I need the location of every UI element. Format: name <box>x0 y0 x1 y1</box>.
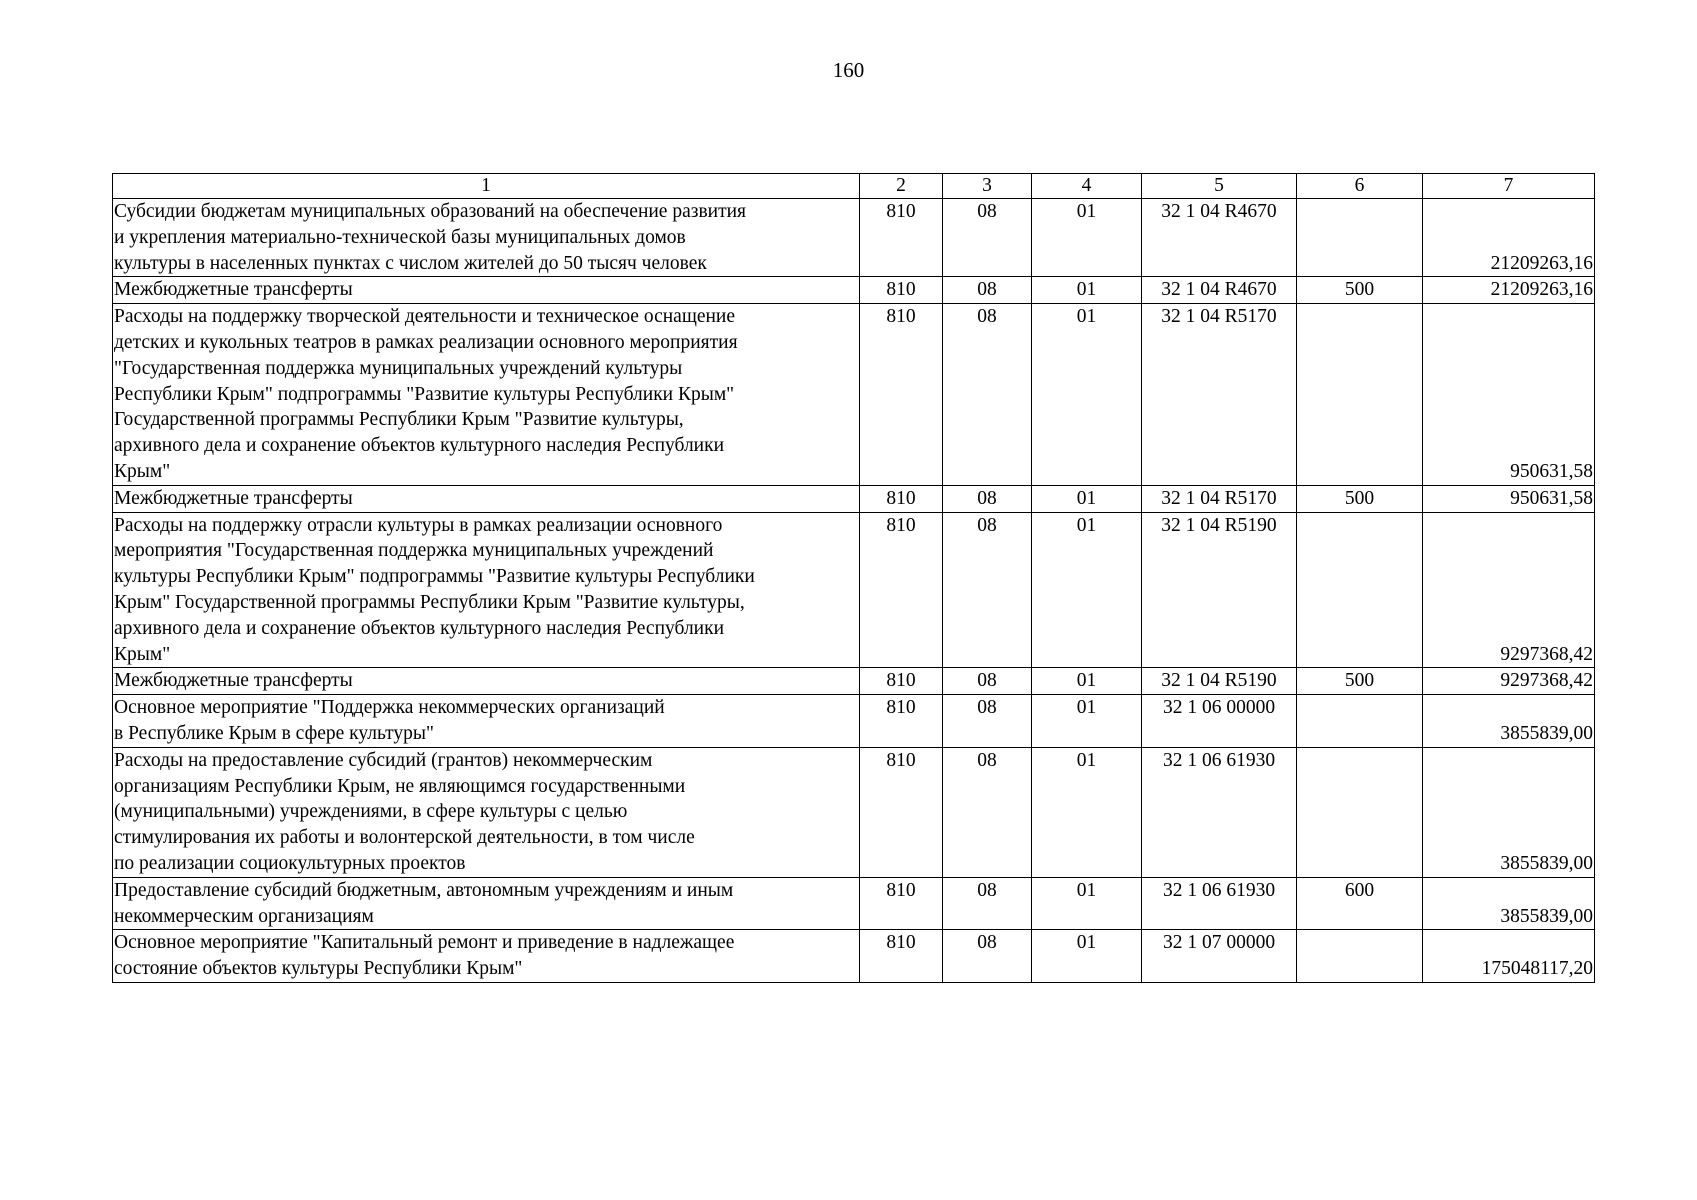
row-name-cell: Межбюджетные трансферты <box>113 277 860 304</box>
subsection-code-cell: 01 <box>1032 199 1142 277</box>
column-header: 5 <box>1142 174 1297 199</box>
subsection-code-cell: 01 <box>1032 695 1142 748</box>
column-header: 1 <box>113 174 860 199</box>
section-code-cell: 08 <box>943 668 1032 695</box>
target-article-cell: 32 1 06 61930 <box>1142 747 1297 877</box>
target-article-cell: 32 1 04 R5170 <box>1142 304 1297 486</box>
target-article-cell: 32 1 06 00000 <box>1142 695 1297 748</box>
target-article-cell: 32 1 04 R5190 <box>1142 512 1297 668</box>
expense-type-cell <box>1297 930 1423 983</box>
table-header-row <box>113 174 1595 199</box>
subsection-code-cell: 01 <box>1032 277 1142 304</box>
subsection-code-cell: 01 <box>1032 877 1142 930</box>
target-article-cell: 32 1 06 61930 <box>1142 877 1297 930</box>
section-code-cell: 08 <box>943 485 1032 512</box>
subsection-code-cell: 01 <box>1032 512 1142 668</box>
section-code-cell: 08 <box>943 877 1032 930</box>
ministry-code-cell: 810 <box>860 877 943 930</box>
amount-cell: 950631,58 <box>1423 304 1595 486</box>
amount-cell: 9297368,42 <box>1423 668 1595 695</box>
budget-table <box>112 173 1595 983</box>
section-code-cell: 08 <box>943 277 1032 304</box>
subsection-code-cell: 01 <box>1032 668 1142 695</box>
expense-type-cell <box>1297 747 1423 877</box>
section-code-cell: 08 <box>943 512 1032 668</box>
ministry-code-cell: 810 <box>860 668 943 695</box>
row-name-cell: Основное мероприятие "Поддержка некоммерческих организаций в Республике Крым в сфере культуры" <box>113 695 860 748</box>
table-row <box>113 512 1595 668</box>
amount-cell: 9297368,42 <box>1423 512 1595 668</box>
subsection-code-cell: 01 <box>1032 485 1142 512</box>
row-name-cell: Расходы на предоставление субсидий (грантов) некоммерческим организациям Республики Крым, не являющимся государственными (муниципальными) учреждениями, в сфере культуры с целью стимулирования их работы и волонтерской деятельности, в том числе по реализации социокультурных проектов <box>113 747 860 877</box>
expense-type-cell: 600 <box>1297 877 1423 930</box>
subsection-code-cell: 01 <box>1032 747 1142 877</box>
page-number: 160 <box>832 58 865 82</box>
row-name-cell: Субсидии бюджетам муниципальных образований на обеспечение развития и укрепления материально-технической базы муниципальных домов культуры в населенных пунктах с числом жителей до 50 тысяч человек <box>113 199 860 277</box>
row-name-cell: Межбюджетные трансферты <box>113 485 860 512</box>
expense-type-cell <box>1297 199 1423 277</box>
table-row <box>113 277 1595 304</box>
amount-cell: 175048117,20 <box>1423 930 1595 983</box>
column-header: 4 <box>1032 174 1142 199</box>
amount-cell: 950631,58 <box>1423 485 1595 512</box>
ministry-code-cell: 810 <box>860 747 943 877</box>
target-article-cell: 32 1 04 R5190 <box>1142 668 1297 695</box>
target-article-cell: 32 1 04 R5170 <box>1142 485 1297 512</box>
expense-type-cell: 500 <box>1297 485 1423 512</box>
ministry-code-cell: 810 <box>860 304 943 486</box>
target-article-cell: 32 1 04 R4670 <box>1142 199 1297 277</box>
subsection-code-cell: 01 <box>1032 304 1142 486</box>
table-row <box>113 877 1595 930</box>
section-code-cell: 08 <box>943 930 1032 983</box>
ministry-code-cell: 810 <box>860 199 943 277</box>
amount-cell: 3855839,00 <box>1423 747 1595 877</box>
ministry-code-cell: 810 <box>860 277 943 304</box>
expense-type-cell <box>1297 512 1423 668</box>
table-body <box>113 199 1595 983</box>
row-name-cell: Основное мероприятие "Капитальный ремонт и приведение в надлежащее состояние объектов культуры Республики Крым" <box>113 930 860 983</box>
section-code-cell: 08 <box>943 695 1032 748</box>
ministry-code-cell: 810 <box>860 485 943 512</box>
ministry-code-cell: 810 <box>860 512 943 668</box>
ministry-code-cell: 810 <box>860 695 943 748</box>
table-row <box>113 747 1595 877</box>
amount-cell: 3855839,00 <box>1423 695 1595 748</box>
section-code-cell: 08 <box>943 199 1032 277</box>
table-row <box>113 930 1595 983</box>
expense-type-cell <box>1297 304 1423 486</box>
target-article-cell: 32 1 04 R4670 <box>1142 277 1297 304</box>
amount-cell: 21209263,16 <box>1423 277 1595 304</box>
expense-type-cell: 500 <box>1297 668 1423 695</box>
row-name-cell: Предоставление субсидий бюджетным, автономным учреждениям и иным некоммерческим организациям <box>113 877 860 930</box>
ministry-code-cell: 810 <box>860 930 943 983</box>
table-row <box>113 668 1595 695</box>
expense-type-cell <box>1297 695 1423 748</box>
column-header: 6 <box>1297 174 1423 199</box>
expense-type-cell: 500 <box>1297 277 1423 304</box>
table-row <box>113 304 1595 486</box>
column-header: 2 <box>860 174 943 199</box>
column-header: 7 <box>1423 174 1595 199</box>
target-article-cell: 32 1 07 00000 <box>1142 930 1297 983</box>
row-name-cell: Расходы на поддержку отрасли культуры в рамках реализации основного мероприятия "Государственная поддержка муниципальных учреждений культуры Республики Крым" подпрограммы "Развитие культуры Республики Крым" Государственной программы Республики Крым "Развитие культуры, архивного дела и сохранение объектов культурного наследия Республики Крым" <box>113 512 860 668</box>
table-row <box>113 199 1595 277</box>
row-name-cell: Расходы на поддержку творческой деятельности и техническое оснащение детских и кукольных театров в рамках реализации основного мероприятия "Государственная поддержка муниципальных учреждений культуры Республики Крым" подпрограммы "Развитие культуры Республики Крым" Государственной программы Республики Крым "Развитие культуры, архивного дела и сохранение объектов культурного наследия Республики Крым" <box>113 304 860 486</box>
column-header: 3 <box>943 174 1032 199</box>
table-row <box>113 485 1595 512</box>
amount-cell: 21209263,16 <box>1423 199 1595 277</box>
section-code-cell: 08 <box>943 747 1032 877</box>
subsection-code-cell: 01 <box>1032 930 1142 983</box>
amount-cell: 3855839,00 <box>1423 877 1595 930</box>
row-name-cell: Межбюджетные трансферты <box>113 668 860 695</box>
section-code-cell: 08 <box>943 304 1032 486</box>
table-row <box>113 695 1595 748</box>
